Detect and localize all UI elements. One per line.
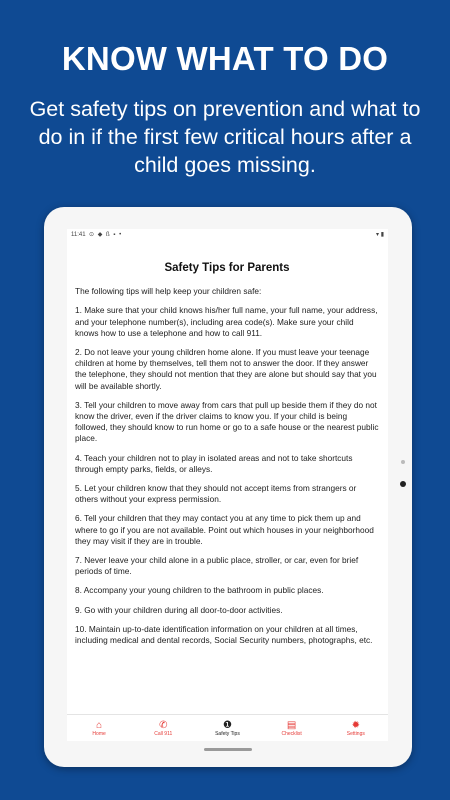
nav-safety-label: Safety Tips [215, 731, 240, 737]
tip-item: 2. Do not leave your young children home alone. If you must leave your teenage children at home by themselves, tell them not to answer the door. If they answer the telephone, they should not mention that they are alone but should say that you will be available shortly. [75, 347, 377, 391]
headline: KNOW WHAT TO DO [61, 40, 389, 77]
nav-call-label: Call 911 [154, 731, 173, 737]
status-bar [67, 229, 388, 241]
home-indicator[interactable] [204, 748, 252, 751]
nav-call-911[interactable] [133, 720, 193, 737]
gear-icon: ✹ [351, 720, 361, 731]
notification-icons: ⊙ ◆ ß ▪ • [89, 232, 123, 238]
subheadline: Get safety tips on prevention and what to do in if the first few critical hours after a child goes missing. [29, 97, 421, 177]
nav-checklist[interactable] [262, 720, 322, 737]
tip-item: 1. Make sure that your child knows his/her full name, your full name, your address, and your telephone number(s), including area code(s). Make sure your child knows how to use a telephone and how to call 911. [75, 305, 378, 338]
info-icon: ❶ [222, 720, 232, 731]
page-title: Safety Tips for Parents [164, 262, 290, 274]
tip-item: 4. Teach your children not to play in isolated areas and not to take shortcuts through empty parks, fields, or alleys. [75, 452, 353, 474]
tip-item: 10. Maintain up-to-date identification information on your children at all times, including medical and dental records, Social Security numbers, photographs, etc. [75, 623, 373, 646]
tip-item: 6. Tell your children that they may contact you at any time to pick them up and where to go if you are not available. Point out which houses in your neighborhood they may visit if they are in trouble. [75, 513, 374, 546]
nav-settings[interactable] [326, 720, 386, 737]
nav-safety-tips[interactable] [197, 720, 257, 737]
tip-item: 7. Never leave your child alone in a public place, stroller, or car, even for brief periods of time. [75, 555, 359, 577]
nav-checklist-label: Checklist [281, 731, 302, 737]
tip-item: 3. Tell your children to move away from cars that pull up beside them if they do not know the driver, even if the driver claims to know you. If your child is being followed, they should know to run home or go to a safe house or the nearest public place. [75, 399, 379, 444]
phone-icon: ✆ [159, 720, 168, 731]
sensor-dot [401, 460, 405, 464]
home-icon: ⌂ [96, 720, 103, 731]
nav-home[interactable] [69, 720, 129, 737]
intro-text: The following tips will help keep your children safe: [75, 286, 262, 297]
tip-item: 5. Let your children know that they should not accept items from strangers or others without your express permission. [75, 483, 357, 505]
tip-item: 8. Accompany your young children to the bathroom in public places. [75, 585, 324, 596]
tablet-screen [67, 229, 388, 741]
tablet-frame [44, 207, 412, 767]
nav-settings-label: Settings [346, 731, 365, 737]
camera-icon [400, 481, 406, 487]
bottom-navigation [67, 714, 388, 741]
tip-item: 9. Go with your children during all door-to-door activities. [75, 604, 283, 615]
status-time: 11:41 [71, 232, 86, 238]
tips-content[interactable] [75, 263, 379, 654]
checklist-icon: ▤ [286, 720, 297, 731]
nav-home-label: Home [92, 731, 106, 737]
wifi-battery-icon: ▾ ▮ [376, 232, 384, 238]
